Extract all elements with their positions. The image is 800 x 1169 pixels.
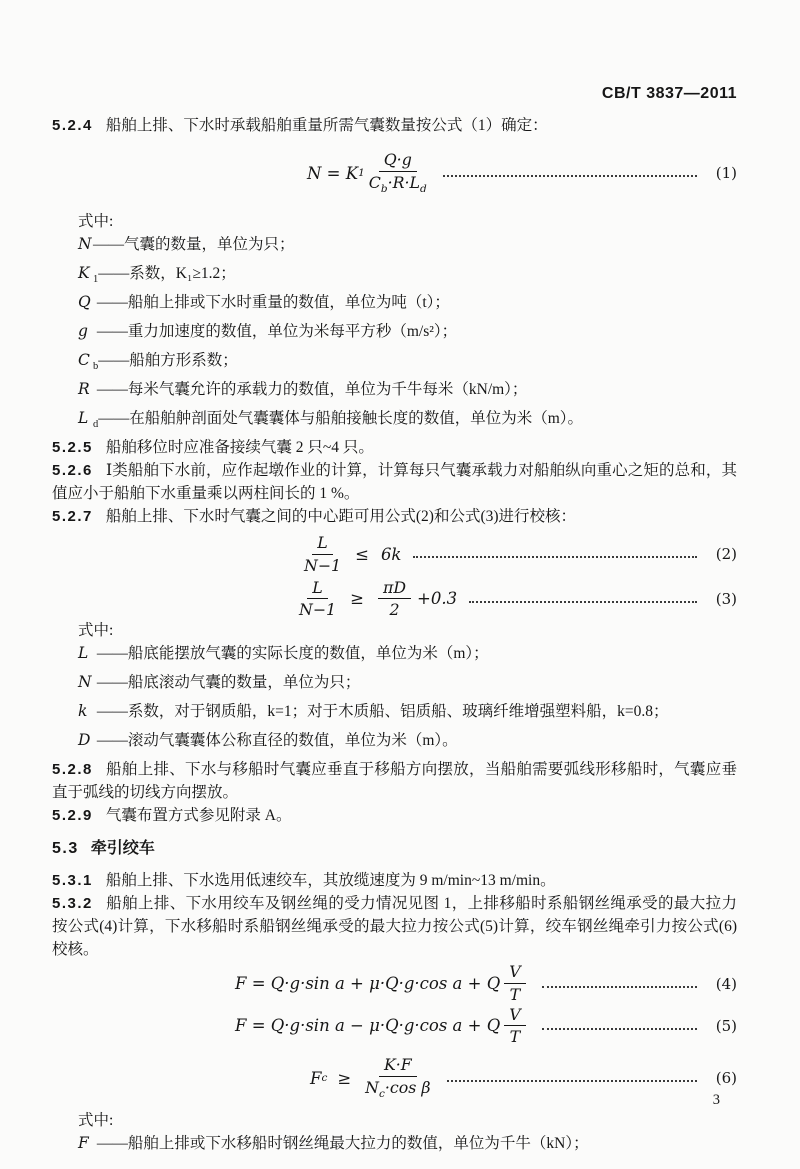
- formula-6-expression: [310, 1056, 435, 1101]
- fraction: [504, 1006, 525, 1046]
- subscript: c: [321, 1072, 328, 1085]
- fraction: [304, 534, 341, 574]
- numerator: K·F: [379, 1056, 417, 1077]
- clause-number: 5.3.1: [52, 872, 93, 890]
- clause-text: 船舶上排、下水时承载船舶重量所需气囊数量按公式（1）确定：: [105, 117, 548, 134]
- fraction: [378, 579, 411, 619]
- section-title: 牵引绞车: [90, 840, 155, 858]
- var-def-D: D ——滚动气囊囊体公称直径的数值，单位为米（m）。: [78, 731, 458, 750]
- formula-3-expression: [295, 579, 457, 619]
- where-label: 式中:: [78, 1111, 114, 1129]
- clause-text: 气囊布置方式参见附录 A。: [105, 807, 292, 825]
- page-number: 3: [712, 1092, 720, 1108]
- document-header: [52, 84, 737, 104]
- formula-1-expression: [307, 151, 431, 196]
- subscript: d: [420, 182, 427, 195]
- formula-5-expression: [235, 1006, 530, 1046]
- formula-term: F: [310, 1068, 322, 1088]
- formula-4: [52, 963, 737, 1003]
- formula-6: [52, 1056, 737, 1101]
- clause-number: 5.2.4: [52, 117, 93, 134]
- formula-3: [52, 579, 737, 619]
- formula-5: [52, 1006, 737, 1046]
- var-def-Ld: L $_d$——在船舶舯剖面处气囊囊体与船舶接触长度的数值，单位为米（m）。: [78, 409, 584, 431]
- equation-number: (5): [715, 1016, 737, 1035]
- denominator: N−1: [304, 555, 342, 575]
- var-def-L: L ——船底能摆放气囊的实际长度的数值，单位为米（m）；: [78, 644, 489, 662]
- equation-number: (1): [715, 164, 737, 183]
- clause-5-2-6: [52, 459, 737, 505]
- where-label: 式中:: [78, 212, 114, 230]
- fraction: [299, 579, 336, 619]
- equation-number: (4): [715, 974, 737, 993]
- clause-number: 5.2.6: [52, 462, 93, 480]
- section-heading-5-3: [52, 837, 737, 861]
- clause-text: Ⅰ类船舶下水前，应作起墩作业的计算，计算每只气囊承载力对船舶纵向重心之矩的总和，其值应小于船舶下水重量乘以两柱间长的 1 %。: [52, 462, 737, 503]
- var-def-N2: N ——船底滚动气囊的数量，单位为只；: [78, 673, 361, 692]
- var-def-N: N——气囊的数量，单位为只；: [78, 234, 295, 253]
- equation-number: (2): [715, 545, 737, 564]
- formula-term: 6k: [380, 544, 402, 564]
- clause-number: 5.2.9: [52, 807, 93, 825]
- subscript: b: [380, 182, 388, 195]
- formula-4-expression: [235, 963, 530, 1003]
- formula-2: [52, 534, 737, 574]
- numerator: V: [504, 963, 525, 984]
- clause-text: 船舶上排、下水选用低速绞车，其放缆速度为 9 m/min~13 m/min。: [105, 872, 556, 890]
- numerator: V: [504, 1006, 525, 1027]
- clause-5-2-9: [52, 804, 737, 827]
- fraction: [365, 1056, 430, 1101]
- fraction: [369, 151, 427, 196]
- formula-term: N = K: [307, 163, 359, 183]
- formula-indent: [52, 554, 300, 555]
- formula-indent: [52, 983, 235, 984]
- clause-text: 船舶上排、下水与移船时气囊应垂直于移船方向摆放，当船舶需要弧线形移船时，气囊应垂直于弧线的切线方向摆放。: [52, 761, 737, 802]
- var-def-K1: K $_1$——系数，K₁≥1.2；: [78, 263, 236, 285]
- numerator: L: [312, 534, 333, 555]
- formula-2-expression: [300, 534, 401, 574]
- dot-leader: [443, 175, 697, 177]
- where-label: 式中:: [78, 622, 114, 639]
- clause-number: 5.3.2: [52, 895, 93, 913]
- dot-leader: [447, 1080, 697, 1082]
- equation-number: (3): [715, 589, 737, 608]
- formula-indent: [52, 598, 295, 599]
- denominator: $C_b\cdot R\cdot L_d$: [368, 172, 427, 195]
- dot-leader: [413, 556, 697, 558]
- denominator: T: [509, 1027, 521, 1047]
- formula-1: [52, 151, 737, 196]
- clause-5-2-7: [52, 505, 737, 528]
- clause-text: 船舶上排、下水时气囊之间的中心距可用公式(2)和公式(3)进行校核：: [105, 508, 577, 526]
- var-def-k: k ——系数，对于钢质船，k=1；对于木质船、铝质船、玻璃纤维增强塑料船，k=0.8；: [78, 702, 669, 721]
- var-def-Cb: C $_b$——船舶方形系数；: [78, 350, 238, 373]
- formula-term: +0.3: [417, 589, 458, 609]
- subscript: c: [379, 1087, 385, 1100]
- equation-number: (6): [715, 1069, 737, 1088]
- section-number: 5.3: [52, 840, 79, 858]
- clause-number: 5.2.5: [52, 439, 93, 457]
- var-def-g: g ——重力加速度的数值，单位为米每平方秒（m/s²）；: [78, 321, 458, 340]
- clause-5-2-4: [52, 114, 737, 137]
- clause-5-2-8: [52, 758, 737, 804]
- clause-5-3-2: [52, 892, 737, 961]
- formula-indent: [52, 1025, 235, 1026]
- standard-number: CB/T 3837—2011: [601, 85, 737, 102]
- numerator: πD: [378, 579, 411, 600]
- dot-leader: [542, 1028, 697, 1030]
- relation-symbol: ≤: [355, 544, 369, 564]
- numerator: Q·g: [379, 151, 417, 172]
- denominator: T: [509, 985, 521, 1005]
- denominator: 2: [389, 600, 400, 620]
- clause-text: 船舶上排、下水用绞车及钢丝绳的受力情况见图 1，上排移船时系船钢丝绳承受的最大拉力按公式(4)计算，下水移船时系船钢丝绳承受的最大拉力按公式(5)计算，绞车钢丝绳牵引力按公式(6)校核。: [52, 895, 737, 959]
- formula-indent: [52, 173, 307, 174]
- denominator: $N_c\cdot\cos$ β: [365, 1077, 431, 1100]
- fraction: [504, 963, 525, 1003]
- relation-symbol: ≥: [337, 1068, 352, 1088]
- clause-5-2-5: [52, 436, 737, 459]
- clause-number: 5.2.8: [52, 761, 93, 779]
- clause-5-3-1: [52, 869, 737, 892]
- clause-number: 5.2.7: [52, 508, 93, 526]
- dot-leader: [542, 986, 697, 988]
- formula-term: F = Q·g·sin a + μ·Q·g·cos a + Q: [235, 974, 501, 994]
- subscript: 1: [358, 167, 365, 180]
- denominator: N−1: [299, 600, 337, 620]
- clause-text: 船舶移位时应准备接续气囊 2 只~4 只。: [105, 439, 374, 457]
- numerator: L: [307, 579, 328, 600]
- var-def-F: F ——船舶上排或下水移船时钢丝绳最大拉力的数值，单位为千牛（kN）；: [78, 1133, 589, 1152]
- relation-symbol: ≥: [350, 589, 364, 609]
- dot-leader: [469, 601, 697, 603]
- var-def-Q: Q ——船舶上排或下水时重量的数值，单位为吨（t）；: [78, 292, 450, 311]
- formula-term: F = Q·g·sin a − μ·Q·g·cos a + Q: [235, 1016, 501, 1036]
- var-def-R: R ——每米气囊允许的承载力的数值，单位为千牛每米（kN/m）；: [78, 380, 528, 399]
- formula-indent: [52, 1078, 310, 1079]
